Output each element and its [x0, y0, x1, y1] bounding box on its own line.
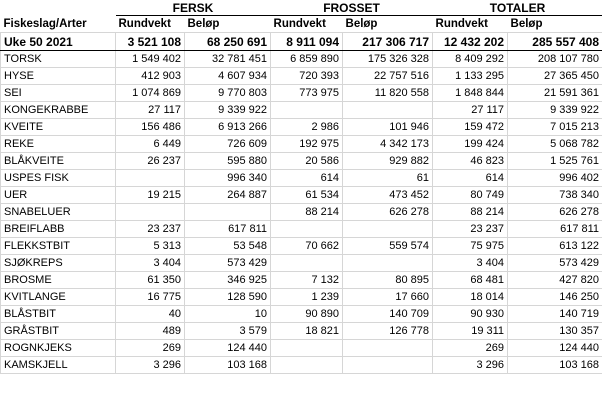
value-cell: 573 429	[508, 255, 602, 272]
value-cell: 19 215	[116, 187, 185, 204]
value-cell: 6 449	[116, 136, 185, 153]
column-header: Rundvekt	[273, 18, 326, 30]
table-row	[1, 357, 602, 374]
value-cell: 613 122	[508, 238, 602, 255]
value-cell: 3 579	[185, 323, 271, 340]
value-cell	[116, 170, 185, 187]
value-cell: 32 781 451	[185, 51, 271, 68]
value-cell: 130 357	[508, 323, 602, 340]
species-cell: USPES FISK	[1, 170, 116, 187]
table-row	[1, 340, 602, 357]
column-header: Beløp	[510, 18, 543, 30]
value-cell: 68 481	[433, 272, 508, 289]
species-cell: BROSME	[1, 272, 116, 289]
value-cell: 4 607 934	[185, 68, 271, 85]
value-cell: 412 903	[116, 68, 185, 85]
value-cell: 3 296	[116, 357, 185, 374]
table-row	[1, 136, 602, 153]
table-row	[1, 153, 602, 170]
species-cell: SJØKREPS	[1, 255, 116, 272]
value-cell: 614	[433, 170, 508, 187]
value-cell: 7 132	[271, 272, 343, 289]
value-cell	[343, 255, 433, 272]
value-cell: 19 311	[433, 323, 508, 340]
value-cell: 1 074 869	[116, 85, 185, 102]
value-cell: 626 278	[508, 204, 602, 221]
value-cell: 21 591 361	[508, 85, 602, 102]
value-cell	[185, 204, 271, 221]
value-cell: 3 404	[116, 255, 185, 272]
value-cell: 61 534	[271, 187, 343, 204]
week-label: Uke 50 2021	[1, 33, 116, 51]
value-cell: 103 168	[185, 357, 271, 374]
value-cell: 22 757 516	[343, 68, 433, 85]
value-cell: 346 925	[185, 272, 271, 289]
value-cell: 1 848 844	[433, 85, 508, 102]
value-cell	[343, 221, 433, 238]
value-cell: 199 424	[433, 136, 508, 153]
species-cell: GRÅSTBIT	[1, 323, 116, 340]
week-total-cell: 285 557 408	[508, 33, 602, 51]
species-cell: SEI	[1, 85, 116, 102]
value-cell: 9 770 803	[185, 85, 271, 102]
species-cell: UER	[1, 187, 116, 204]
value-cell: 80 749	[433, 187, 508, 204]
value-cell: 559 574	[343, 238, 433, 255]
week-total-cell: 3 521 108	[116, 33, 185, 51]
value-cell: 175 326 328	[343, 51, 433, 68]
species-cell: KVITLANGE	[1, 289, 116, 306]
value-cell: 53 548	[185, 238, 271, 255]
value-cell: 996 340	[185, 170, 271, 187]
value-cell: 9 339 922	[508, 102, 602, 119]
value-cell: 159 472	[433, 119, 508, 136]
week-total-cell: 68 250 691	[185, 33, 271, 51]
table-row	[1, 85, 602, 102]
value-cell: 1 133 295	[433, 68, 508, 85]
row-label-header: Fiskeslag/Arter	[3, 17, 87, 30]
group-header-frosset: FROSSET	[271, 0, 433, 16]
value-cell: 996 402	[508, 170, 602, 187]
value-cell	[116, 204, 185, 221]
value-cell: 140 709	[343, 306, 433, 323]
value-cell	[271, 102, 343, 119]
value-cell: 90 930	[433, 306, 508, 323]
species-cell: TORSK	[1, 51, 116, 68]
value-cell: 27 117	[433, 102, 508, 119]
value-cell: 26 237	[116, 153, 185, 170]
column-header-row	[1, 16, 602, 33]
value-cell: 7 015 213	[508, 119, 602, 136]
value-cell: 11 820 558	[343, 85, 433, 102]
table-row	[1, 51, 602, 68]
value-cell: 18 014	[433, 289, 508, 306]
value-cell: 1 549 402	[116, 51, 185, 68]
value-cell: 1 525 761	[508, 153, 602, 170]
value-cell: 140 719	[508, 306, 602, 323]
value-cell: 208 107 780	[508, 51, 602, 68]
value-cell: 726 609	[185, 136, 271, 153]
value-cell: 126 778	[343, 323, 433, 340]
group-header-totaler: TOTALER	[433, 0, 602, 16]
value-cell	[343, 102, 433, 119]
species-cell: ROGNKJEKS	[1, 340, 116, 357]
value-cell: 5 068 782	[508, 136, 602, 153]
value-cell: 269	[433, 340, 508, 357]
species-cell: HYSE	[1, 68, 116, 85]
value-cell: 20 586	[271, 153, 343, 170]
value-cell: 23 237	[116, 221, 185, 238]
group-header-row	[1, 0, 602, 16]
table-row	[1, 323, 602, 340]
value-cell: 27 117	[116, 102, 185, 119]
table-row	[1, 204, 602, 221]
value-cell: 8 409 292	[433, 51, 508, 68]
value-cell: 573 429	[185, 255, 271, 272]
value-cell: 61 350	[116, 272, 185, 289]
table-row	[1, 187, 602, 204]
value-cell: 6 913 266	[185, 119, 271, 136]
value-cell: 1 239	[271, 289, 343, 306]
value-cell: 124 440	[508, 340, 602, 357]
table-row	[1, 272, 602, 289]
value-cell: 2 986	[271, 119, 343, 136]
value-cell: 264 887	[185, 187, 271, 204]
value-cell: 269	[116, 340, 185, 357]
week-total-cell: 217 306 717	[343, 33, 433, 51]
table-row	[1, 170, 602, 187]
week-total-cell: 12 432 202	[433, 33, 508, 51]
species-cell: BREIFLABB	[1, 221, 116, 238]
value-cell	[271, 340, 343, 357]
value-cell: 46 823	[433, 153, 508, 170]
value-cell: 156 486	[116, 119, 185, 136]
value-cell: 617 811	[508, 221, 602, 238]
value-cell: 16 775	[116, 289, 185, 306]
column-header: Rundvekt	[118, 18, 171, 30]
table-row	[1, 119, 602, 136]
value-cell: 18 821	[271, 323, 343, 340]
value-cell: 5 313	[116, 238, 185, 255]
table-row	[1, 289, 602, 306]
value-cell: 720 393	[271, 68, 343, 85]
value-cell: 617 811	[185, 221, 271, 238]
value-cell: 75 975	[433, 238, 508, 255]
column-header: Rundvekt	[435, 18, 488, 30]
value-cell: 10	[185, 306, 271, 323]
table-row	[1, 221, 602, 238]
table-row	[1, 255, 602, 272]
value-cell: 70 662	[271, 238, 343, 255]
value-cell	[271, 221, 343, 238]
value-cell: 90 890	[271, 306, 343, 323]
value-cell: 27 365 450	[508, 68, 602, 85]
species-cell: FLEKKSTBIT	[1, 238, 116, 255]
value-cell: 192 975	[271, 136, 343, 153]
value-cell	[271, 357, 343, 374]
value-cell: 146 250	[508, 289, 602, 306]
column-header: Beløp	[187, 18, 220, 30]
value-cell: 88 214	[433, 204, 508, 221]
value-cell: 489	[116, 323, 185, 340]
value-cell: 4 342 173	[343, 136, 433, 153]
value-cell: 17 660	[343, 289, 433, 306]
value-cell	[271, 255, 343, 272]
column-header: Beløp	[345, 18, 378, 30]
value-cell: 128 590	[185, 289, 271, 306]
value-cell: 40	[116, 306, 185, 323]
value-cell: 929 882	[343, 153, 433, 170]
value-cell: 6 859 890	[271, 51, 343, 68]
value-cell: 88 214	[271, 204, 343, 221]
species-cell: SNABELUER	[1, 204, 116, 221]
value-cell: 124 440	[185, 340, 271, 357]
value-cell: 101 946	[343, 119, 433, 136]
value-cell: 473 452	[343, 187, 433, 204]
table-row	[1, 102, 602, 119]
table-row	[1, 68, 602, 85]
value-cell: 103 168	[508, 357, 602, 374]
species-cell: REKE	[1, 136, 116, 153]
value-cell: 773 975	[271, 85, 343, 102]
value-cell	[343, 357, 433, 374]
value-cell: 23 237	[433, 221, 508, 238]
species-cell: KONGEKRABBE	[1, 102, 116, 119]
value-cell: 61	[343, 170, 433, 187]
value-cell: 3 296	[433, 357, 508, 374]
table-row	[1, 238, 602, 255]
value-cell	[343, 340, 433, 357]
value-cell: 9 339 922	[185, 102, 271, 119]
week-total-cell: 8 911 094	[271, 33, 343, 51]
species-cell: KVEITE	[1, 119, 116, 136]
value-cell: 427 820	[508, 272, 602, 289]
species-cell: BLÅKVEITE	[1, 153, 116, 170]
value-cell: 738 340	[508, 187, 602, 204]
value-cell: 614	[271, 170, 343, 187]
value-cell: 626 278	[343, 204, 433, 221]
value-cell: 3 404	[433, 255, 508, 272]
value-cell: 595 880	[185, 153, 271, 170]
species-cell: BLÅSTBIT	[1, 306, 116, 323]
value-cell: 80 895	[343, 272, 433, 289]
table-row	[1, 306, 602, 323]
week-total-row	[1, 33, 602, 51]
group-header-fersk: FERSK	[116, 0, 271, 16]
species-cell: KAMSKJELL	[1, 357, 116, 374]
